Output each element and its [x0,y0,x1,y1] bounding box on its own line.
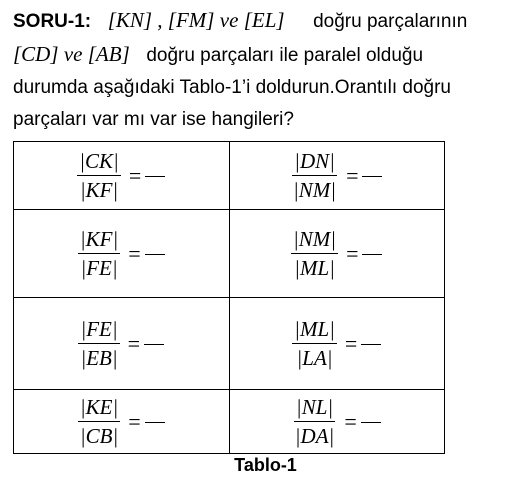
question-text [13,4,518,136]
fraction-numerator: |KE| [78,394,120,422]
fraction-denominator: |LA| [296,346,333,370]
segment-fm: [FM] [167,8,215,32]
fraction [77,148,121,203]
question-label: SORU-1: [13,11,92,32]
fraction [291,148,338,203]
question-line-3: durumda aşağıdaki Tablo-1’i doldurun.Orantılı doğru [13,77,451,98]
ratio-expression [230,394,445,449]
fraction-denominator: |DA| [294,424,335,448]
equals-sign: = [346,240,359,266]
ratio-cell-left [14,390,230,454]
answer-blank[interactable] [145,176,165,177]
equals-sign: = [344,330,358,356]
table-row [14,298,445,390]
question-line-2-text: doğru parçaları ile paralel olduğu [146,45,424,66]
segment-kn: [KN] [107,8,153,32]
conjunction-ve: ve [63,42,83,66]
table-row [14,142,445,210]
answer-blank[interactable] [361,344,381,345]
answer-blank[interactable] [362,176,382,177]
fraction-denominator: |FE| [80,256,118,280]
fraction-denominator: |CB| [79,424,119,448]
fraction [78,394,120,449]
fraction-numerator: |CK| [77,148,121,176]
answer-blank[interactable] [361,422,381,423]
equals-sign: = [346,162,359,188]
question-line-2 [13,38,518,72]
equals-sign: = [128,408,141,434]
question-line-1 [13,4,518,38]
answer-blank[interactable] [145,254,165,255]
fraction-denominator: |EB| [80,346,118,370]
ratio-cell-right [229,142,445,210]
question-line-4: parçaları var mı var ise hangileri? [13,109,294,130]
segment-cd: [CD] [13,42,59,66]
ratio-cell-right [229,390,445,454]
fraction [291,226,338,281]
ratio-cell-right [229,298,445,390]
fraction-numerator: |FE| [78,316,119,344]
fraction [292,316,337,371]
ratio-expression [14,226,229,281]
ratio-table [13,141,445,454]
answer-blank[interactable] [145,422,165,423]
segment-ab: [AB] [87,42,130,66]
fraction [78,316,119,371]
ratio-cell-left [14,298,230,390]
fraction-numerator: |DN| [292,148,337,176]
fraction-numerator: |ML| [292,316,337,344]
fraction-numerator: |NL| [294,394,335,422]
fraction [293,394,337,449]
fraction-numerator: |NM| [291,226,338,254]
equals-sign: = [344,408,357,434]
conjunction-ve: ve [219,8,239,32]
ratio-expression [230,316,445,371]
ratio-cell-left [14,142,230,210]
segment-el: [EL] [243,8,285,32]
fraction-denominator: |ML| [294,256,335,280]
ratio-expression [14,394,229,449]
ratio-cell-left [14,210,230,298]
ratio-expression [230,226,445,281]
equals-sign: = [128,240,141,266]
answer-blank[interactable] [144,344,164,345]
table-row [14,210,445,298]
ratio-expression [14,316,229,371]
segment-separator: , [152,8,168,32]
equals-sign: = [128,162,142,188]
ratio-expression [14,148,229,203]
table-row [14,390,445,454]
fraction-denominator: |KF| [79,178,119,202]
table-caption: Tablo-1 [234,455,297,475]
fraction [78,226,120,281]
equals-sign: = [127,330,141,356]
fraction-denominator: |NM| [293,178,337,202]
fraction-numerator: |KF| [78,226,120,254]
ratio-cell-right [229,210,445,298]
ratio-expression [230,148,445,203]
answer-blank[interactable] [362,254,382,255]
question-line-1-text: doğru parçalarının [313,11,468,32]
